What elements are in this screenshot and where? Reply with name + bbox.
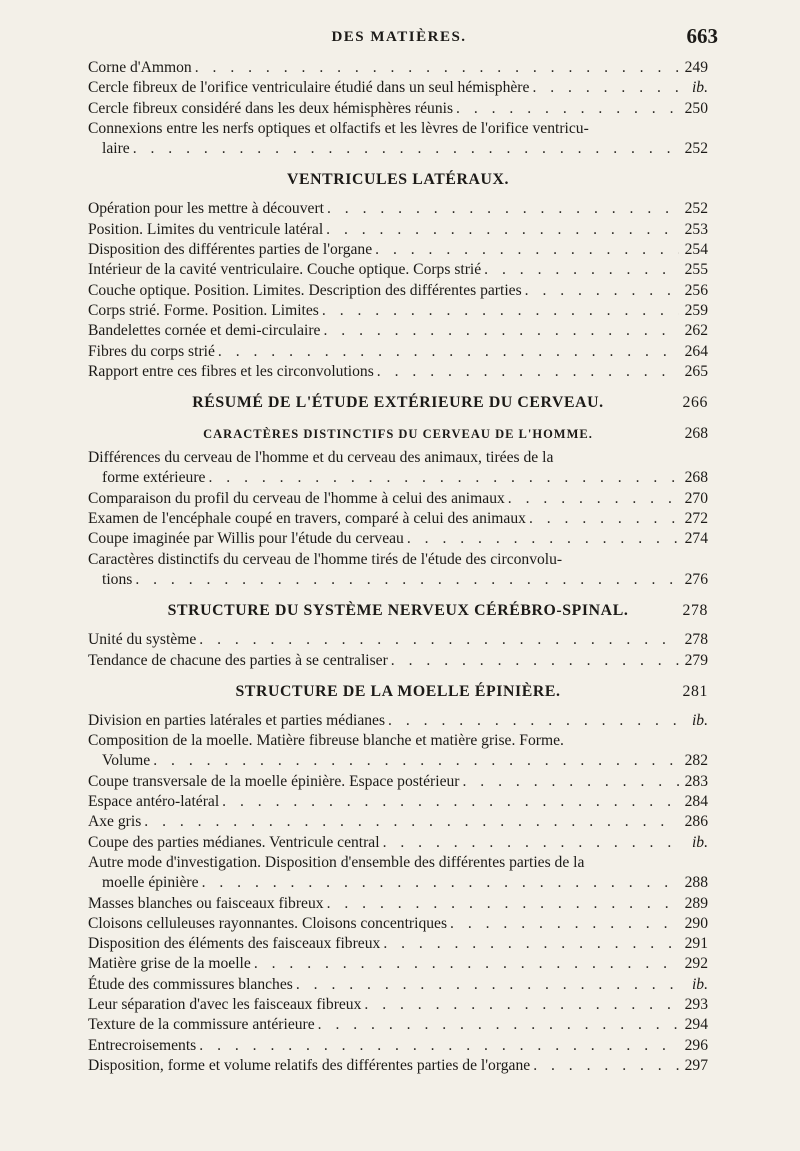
entry-text-line: Connexions entre les nerfs optiques et olfactifs et les lèvres de l'orifice ventricu- <box>88 119 589 137</box>
toc-entry <box>88 975 708 995</box>
entry-continuation <box>88 468 708 488</box>
entry-page: 249 <box>684 59 708 76</box>
dot-leader <box>208 468 679 488</box>
entry-page: 283 <box>684 772 708 790</box>
entry-page: 265 <box>684 362 708 380</box>
toc-entry <box>88 321 708 341</box>
entry-page: 278 <box>684 631 708 649</box>
toc-entry <box>88 78 708 98</box>
dot-leader <box>199 1036 679 1056</box>
toc-entry <box>88 260 708 280</box>
entry-continuation <box>88 873 708 893</box>
dot-leader <box>484 260 679 280</box>
entry-text: Tendance de chacune des parties à se centraliser <box>88 651 388 669</box>
toc-entry <box>88 1015 708 1035</box>
entry-page: 289 <box>684 894 708 912</box>
subsection-heading <box>88 422 708 448</box>
entry-text: Examen de l'encéphale coupé en travers, comparé à celui des animaux <box>88 510 526 528</box>
dot-leader <box>218 342 679 362</box>
dot-leader <box>327 199 679 219</box>
toc-block <box>88 199 708 382</box>
entry-text: Opération pour les mettre à découvert <box>88 200 324 218</box>
dot-leader <box>529 509 679 529</box>
dot-leader <box>377 362 679 382</box>
entry-text: tions <box>102 570 133 588</box>
entry-page: 259 <box>684 301 708 319</box>
dot-leader <box>144 812 679 832</box>
toc-entry <box>88 914 708 934</box>
entry-page: 284 <box>684 793 708 811</box>
dot-leader <box>388 711 679 731</box>
entry-text: Axe gris <box>88 813 142 831</box>
entry-page: 279 <box>684 651 708 669</box>
dot-leader <box>326 220 679 240</box>
toc-entry <box>88 301 708 321</box>
dot-leader <box>222 792 679 812</box>
toc-entry <box>88 792 708 812</box>
entry-page: 297 <box>684 1056 708 1074</box>
dot-leader <box>525 281 679 301</box>
entry-text-line: Composition de la moelle. Matière fibreuse blanche et matière grise. Forme. <box>88 732 564 750</box>
toc-entry <box>88 119 708 160</box>
entry-text: Rapport entre ces fibres et les circonvolutions <box>88 362 374 380</box>
toc-entry <box>88 199 708 219</box>
toc-entry <box>88 509 708 529</box>
dot-leader <box>508 489 679 509</box>
entry-text: Intérieur de la cavité ventriculaire. Couche optique. Corps strié <box>88 261 482 279</box>
toc-entry <box>88 731 708 772</box>
dot-leader <box>153 751 679 771</box>
entry-text-line: Différences du cerveau de l'homme et du cerveau des animaux, tirées de la <box>88 449 554 467</box>
toc-entry <box>88 1056 708 1076</box>
toc-entry <box>88 1036 708 1056</box>
entry-page: 276 <box>684 570 708 588</box>
entry-text: Coupe des parties médianes. Ventricule central <box>88 833 380 851</box>
entry-page: 250 <box>684 99 708 117</box>
entry-page: 255 <box>684 261 708 279</box>
entry-text: Comparaison du profil du cerveau de l'homme à celui des animaux <box>88 489 505 507</box>
entry-text: Texture de la commissure antérieure <box>88 1016 315 1034</box>
entry-text: Corps strié. Forme. Position. Limites <box>88 301 319 319</box>
toc-entry <box>88 995 708 1015</box>
toc-block <box>88 58 708 159</box>
toc-entry <box>88 630 708 650</box>
entry-continuation <box>88 139 708 159</box>
entry-text: Matière grise de la moelle <box>88 955 251 973</box>
dot-leader <box>133 139 679 159</box>
toc-entry <box>88 812 708 832</box>
entry-text: moelle épinière <box>102 874 199 892</box>
dot-leader <box>318 1015 679 1035</box>
toc-entry <box>88 711 708 731</box>
entry-page: 293 <box>684 995 708 1013</box>
entry-text: Unité du système <box>88 631 197 649</box>
section-heading <box>88 382 708 422</box>
dot-leader <box>327 894 679 914</box>
dot-leader <box>364 995 679 1015</box>
dot-leader <box>383 934 679 954</box>
entry-text: laire <box>102 140 130 158</box>
dot-leader <box>533 1056 679 1076</box>
entry-page: 268 <box>684 469 708 487</box>
entry-text: Couche optique. Position. Limites. Description des différentes parties <box>88 281 522 299</box>
dot-leader <box>375 240 679 260</box>
entry-text: Disposition des différentes parties de l'organe <box>88 241 373 259</box>
entry-page: 296 <box>684 1036 708 1054</box>
entry-page: 272 <box>684 510 708 528</box>
entry-page: ib. <box>691 79 708 97</box>
dot-leader <box>463 772 680 792</box>
dot-leader <box>254 954 679 974</box>
toc-entry <box>88 448 708 489</box>
entry-page: 290 <box>684 914 708 932</box>
entry-text: Coupe transversale de la moelle épinière. Espace postérieur <box>88 772 460 790</box>
entry-page: 288 <box>684 874 708 892</box>
page-header <box>88 24 718 52</box>
entry-page: 252 <box>684 200 708 218</box>
entry-text: Cercle fibreux considéré dans les deux hémisphères réunis <box>88 99 454 117</box>
entry-text: Leur séparation d'avec les faisceaux fibreux <box>88 995 362 1013</box>
toc-entry <box>88 489 708 509</box>
entry-text: Cercle fibreux de l'orifice ventriculaire étudié dans un seul hémisphère <box>88 79 530 97</box>
dot-leader <box>202 873 679 893</box>
entry-text: Division en parties latérales et parties médianes <box>88 711 386 729</box>
section-page: 266 <box>682 394 708 412</box>
toc-block <box>88 448 708 590</box>
subsection-page: 268 <box>684 425 708 443</box>
section-heading <box>88 671 708 711</box>
toc-entry <box>88 772 708 792</box>
entry-text: Cloisons celluleuses rayonnantes. Cloisons concentriques <box>88 914 448 932</box>
entry-text: Volume <box>102 752 151 770</box>
dot-leader <box>450 914 679 934</box>
toc-entry <box>88 833 708 853</box>
entry-text-line: Autre mode d'investigation. Disposition d'ensemble des différentes parties de la <box>88 853 585 871</box>
entry-page: 253 <box>684 220 708 238</box>
section-title: STRUCTURE DU SYSTÈME NERVEUX CÉRÉBRO-SPINAL. <box>167 602 629 620</box>
subsection-title: CARACTÈRES DISTINCTIFS DU CERVEAU DE L'HOMME. <box>203 427 593 442</box>
dot-leader <box>391 651 679 671</box>
entry-page: 256 <box>684 281 708 299</box>
table-of-contents <box>88 58 708 1076</box>
section-title: STRUCTURE DE LA MOELLE ÉPINIÈRE. <box>235 682 561 700</box>
entry-page: 264 <box>684 342 708 360</box>
toc-entry <box>88 529 708 549</box>
dot-leader <box>296 975 679 995</box>
entry-continuation <box>88 570 708 590</box>
entry-text: Masses blanches ou faisceaux fibreux <box>88 894 324 912</box>
dot-leader <box>323 321 679 341</box>
entry-page: 292 <box>684 955 708 973</box>
entry-text: Entrecroisements <box>88 1036 197 1054</box>
toc-entry <box>88 550 708 591</box>
entry-page: ib. <box>691 975 708 993</box>
toc-entry <box>88 954 708 974</box>
entry-text: Étude des commissures blanches <box>88 975 293 993</box>
entry-page: 274 <box>684 530 708 548</box>
entry-page: 282 <box>684 752 708 770</box>
section-title: RÉSUMÉ DE L'ÉTUDE EXTÉRIEURE DU CERVEAU. <box>192 394 604 412</box>
toc-entry <box>88 220 708 240</box>
section-heading <box>88 159 708 199</box>
entry-text: Disposition des éléments des faisceaux fibreux <box>88 935 381 953</box>
entry-page: 252 <box>684 140 708 158</box>
toc-entry <box>88 894 708 914</box>
entry-page: 254 <box>684 241 708 259</box>
entry-page: 291 <box>684 935 708 953</box>
dot-leader <box>407 529 679 549</box>
section-page: 281 <box>682 682 708 700</box>
entry-page: ib. <box>691 833 708 851</box>
section-title: VENTRICULES LATÉRAUX. <box>286 171 510 189</box>
entry-text: Fibres du corps strié <box>88 342 215 360</box>
toc-entry <box>88 934 708 954</box>
entry-text: Espace antéro-latéral <box>88 793 220 811</box>
entry-text: Corne d'Ammon <box>88 59 192 76</box>
toc-entry <box>88 651 708 671</box>
entry-text: Bandelettes cornée et demi-circulaire <box>88 322 321 340</box>
entry-page: 294 <box>684 1016 708 1034</box>
toc-entry <box>88 362 708 382</box>
entry-text: Position. Limites du ventricule latéral <box>88 220 324 238</box>
entry-page: 270 <box>684 489 708 507</box>
toc-entry <box>88 240 708 260</box>
entry-page: ib. <box>691 711 708 729</box>
page-number: 663 <box>686 24 718 48</box>
toc-entry <box>88 99 708 119</box>
dot-leader <box>199 630 679 650</box>
entry-continuation <box>88 751 708 771</box>
toc-entry <box>88 58 708 78</box>
dot-leader <box>322 301 679 321</box>
dot-leader <box>195 58 679 78</box>
entry-text: forme extérieure <box>102 469 206 487</box>
entry-page: 286 <box>684 813 708 831</box>
section-heading <box>88 590 708 630</box>
toc-block <box>88 630 708 671</box>
toc-entry <box>88 853 708 894</box>
toc-block <box>88 711 708 1076</box>
running-title: DES MATIÈRES. <box>331 29 467 45</box>
dot-leader <box>383 833 679 853</box>
dot-leader <box>135 570 679 590</box>
section-page: 278 <box>682 602 708 620</box>
entry-page: 262 <box>684 322 708 340</box>
entry-text: Disposition, forme et volume relatifs des différentes parties de l'organe <box>88 1056 531 1074</box>
toc-entry <box>88 342 708 362</box>
entry-text: Coupe imaginée par Willis pour l'étude du cerveau <box>88 530 404 548</box>
entry-text-line: Caractères distinctifs du cerveau de l'homme tirés de l'étude des circonvolu- <box>88 550 563 568</box>
dot-leader <box>532 78 679 98</box>
dot-leader <box>456 99 679 119</box>
toc-entry <box>88 281 708 301</box>
